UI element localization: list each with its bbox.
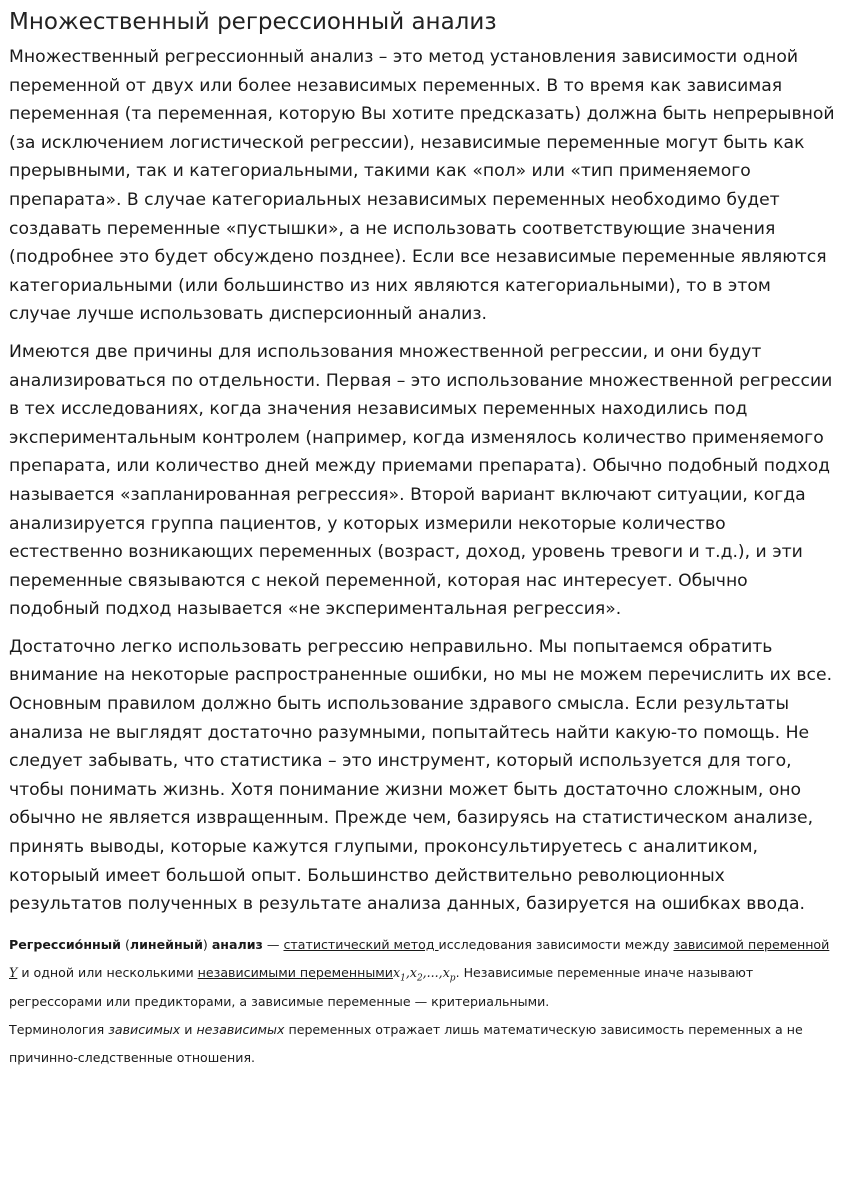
paren-open: (	[120, 936, 130, 952]
paragraph-1: Множественный регрессионный анализ – это метод установления зависимости одной переменной от двух или более независимых переменных. В то время как зависимая переменная (та переменная, которую Вы хотите предсказать) должна быть непрерывной (за исключением логистической регрессии), независимые переменные могут быть как прерывными, так и категориальными, такими как «пол» или «тип применяемого препарата». В случае категориальных независимых переменных необходимо будет создавать переменные «пустышки», а не использовать соответствующие значения (подробнее это будет обсуждено позднее). Если все независимые переменные являются категориальными (или большинство из них являются категориальными), то в этом случае лучше использовать дисперсионный анализ.	[9, 47, 835, 325]
term-regression: Регрессио́нный	[9, 936, 121, 952]
definition-paragraph	[9, 931, 838, 1016]
statistical-method-link[interactable]: статистический метод	[283, 936, 439, 952]
paragraph-2: Имеются две причины для использования множественной регрессии, и они будут анализироваться по отдельности. Первая – это использование множественной регрессии в тех исследованиях, когда значения независимых переменных находились под экспериментальным контролем (например, когда изменялось количество применяемого препарата, или количество дней между приемами препарата). Обычно подобный подход называется «запланированная регрессия». Второй вариант включают ситуации, когда анализируется группа пациентов, у которых измерили некоторые количество естественно возникающих переменных (возраст, доход, уровень тревоги и т.д.), и эти переменные связываются с некой переменной, которая нас интересует. Обычно подобный подход называется «не экспериментальная регрессия».	[9, 341, 833, 620]
paragraph-3: Достаточно легко использовать регрессию неправильно. Мы попытаемся обратить внимание на некоторые распространенные ошибки, но мы не можем перечислить их все. Основным правилом должно быть использование здравого смысла. Если результаты анализа не выглядят достаточно разумными, попытайтесь найти какую-то помощь. Не следует забывать, что статистика – это инструмент, который используется для того, чтобы понимать жизнь. Хотя понимание жизни может быть достаточно сложным, оно обычно не является извращенным. Прежде чем, базируясь на статистическом анализе, принять выводы, которые кажутся глупыми, проконсультируетесь с аналитиком, которыый имеет большой опыт. Большинство действительно революционных результатов полученных в результате анализа данных, базируется на ошибках ввода.	[9, 636, 833, 915]
italic-dependent: зависимых	[108, 1022, 181, 1038]
definition-note	[9, 931, 838, 1073]
variables-x: $x_1,x_2,...,x_p$	[392, 965, 456, 984]
terminology-paragraph: Терминология зависимых и независимых переменных отражает лишь математическую зависимость переменных а не причинно-следственные отношения.	[9, 1022, 803, 1066]
variable-y: Y	[9, 965, 18, 981]
page-title: Множественный регрессионный анализ	[9, 9, 497, 35]
independent-variables-link[interactable]: независимыми переменными	[197, 965, 393, 981]
paren-close: )	[202, 936, 212, 952]
term-analysis: анализ	[211, 936, 263, 952]
definition-text-2: и одной или несколькими	[17, 965, 198, 981]
definition-text-1: исследования зависимости между	[438, 936, 674, 952]
dash: —	[262, 936, 284, 952]
italic-independent: независимых	[196, 1022, 285, 1038]
dependent-variable-link[interactable]: зависимой переменной Y	[9, 936, 830, 981]
definition-text-3: . Независимые переменные иначе называют регрессорами или предикторами, а зависимые переменные — критериальными.	[9, 965, 754, 1009]
document-page	[0, 7, 847, 1073]
term-linear: линейный	[129, 936, 203, 952]
